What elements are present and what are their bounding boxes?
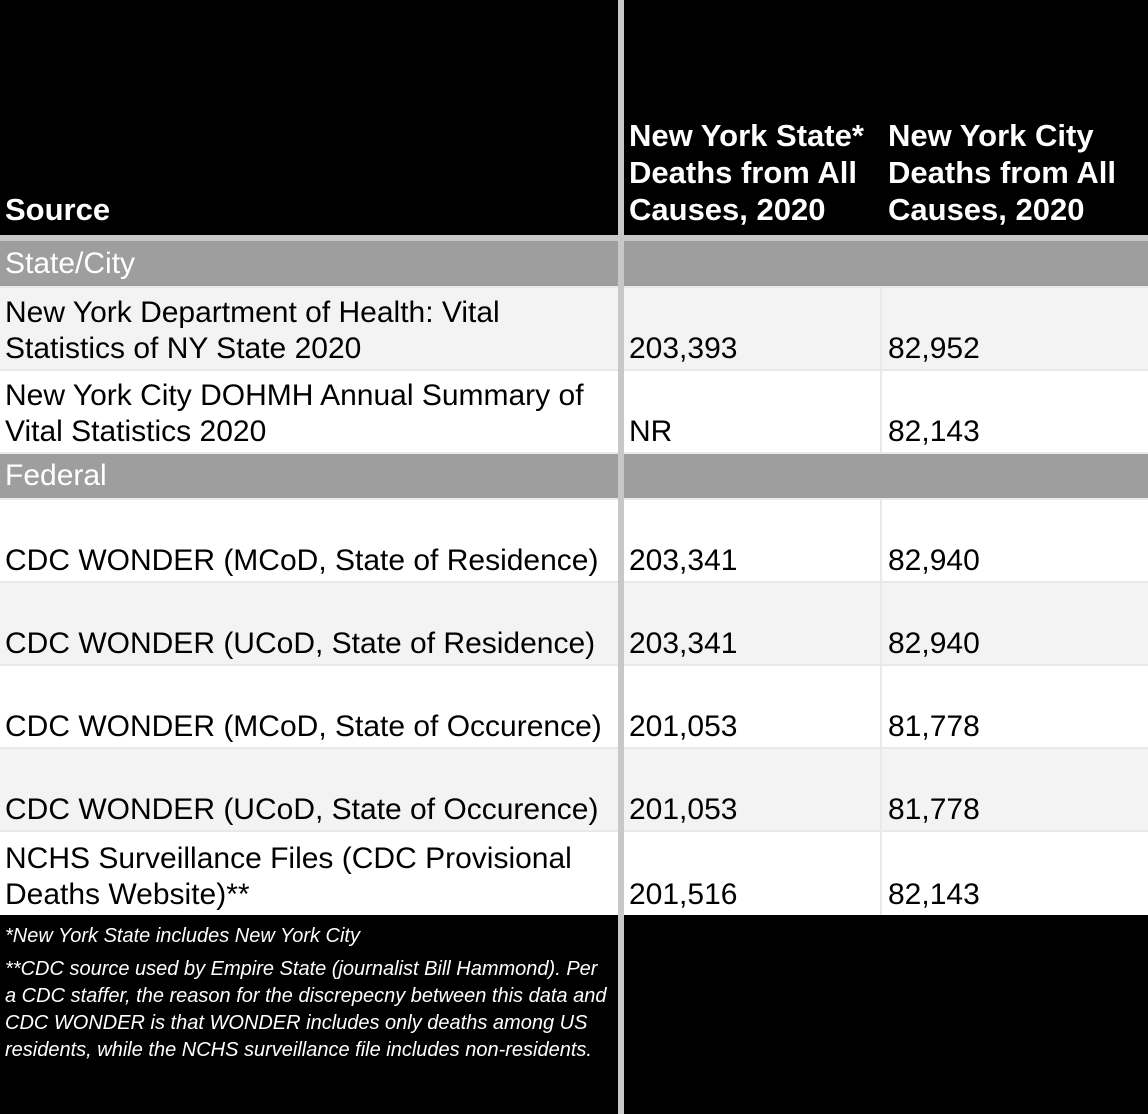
section-row-federal	[0, 454, 1148, 500]
source-cell[interactable]: CDC WONDER (UCoD, State of Residence)	[5, 627, 596, 660]
source-cell[interactable]: CDC WONDER (MCoD, State of Residence)	[5, 544, 599, 577]
table-row	[0, 583, 1148, 666]
city-deaths-cell[interactable]: 82,143	[888, 878, 980, 911]
header-city-deaths[interactable]: New York City Deaths from All Causes, 2020	[888, 118, 1116, 227]
header-row	[0, 0, 1148, 235]
section-empty-cell[interactable]	[624, 454, 880, 498]
source-cell[interactable]: NCHS Surveillance Files (CDC Provisional Deaths Website)**	[5, 842, 572, 911]
footnote-cdc-source: **CDC source used by Empire State (journalist Bill Hammond). Per a CDC staffer, the reason for the discrepecny between this data and CDC WONDER is that WONDER includes only deaths among US residents, while the NCHS surveillance file includes non-residents.	[5, 958, 607, 1061]
source-cell[interactable]: CDC WONDER (MCoD, State of Occurence)	[5, 710, 602, 743]
table-row	[0, 666, 1148, 749]
city-deaths-cell[interactable]: 82,940	[888, 544, 980, 577]
table-row	[0, 749, 1148, 832]
source-cell[interactable]: New York Department of Health: Vital Statistics of NY State 2020	[5, 296, 500, 365]
footnote-empty-cell[interactable]	[624, 915, 880, 1114]
header-state-deaths[interactable]: New York State* Deaths from All Causes, 2020	[629, 118, 864, 227]
state-deaths-cell[interactable]: 201,053	[629, 710, 738, 743]
city-deaths-cell[interactable]: 82,952	[888, 332, 980, 365]
footnote-empty-cell[interactable]	[882, 915, 1148, 1114]
frozen-column-divider[interactable]	[618, 0, 624, 1114]
section-empty-cell[interactable]	[624, 241, 880, 286]
state-deaths-cell[interactable]: 203,341	[629, 544, 738, 577]
table-row	[0, 832, 1148, 915]
section-label[interactable]: Federal	[5, 459, 107, 492]
table-row	[0, 288, 1148, 371]
footnote-row	[0, 915, 1148, 1114]
state-deaths-cell[interactable]: 201,053	[629, 793, 738, 826]
source-cell[interactable]: New York City DOHMH Annual Summary of Vital Statistics 2020	[5, 379, 584, 448]
footnote-cell[interactable]	[0, 915, 618, 1114]
section-empty-cell[interactable]	[882, 241, 1148, 286]
city-deaths-cell[interactable]: 81,778	[888, 710, 980, 743]
header-source[interactable]: Source	[5, 192, 111, 227]
state-deaths-cell[interactable]: NR	[629, 415, 673, 448]
state-deaths-cell[interactable]: 203,341	[629, 627, 738, 660]
section-empty-cell[interactable]	[882, 454, 1148, 498]
section-label[interactable]: State/City	[5, 246, 136, 280]
city-deaths-cell[interactable]: 82,143	[888, 415, 980, 448]
city-deaths-cell[interactable]: 82,940	[888, 627, 980, 660]
state-deaths-cell[interactable]: 203,393	[629, 332, 738, 365]
city-deaths-cell[interactable]: 81,778	[888, 793, 980, 826]
table-row	[0, 371, 1148, 454]
section-row-state-city	[0, 241, 1148, 288]
table-row	[0, 500, 1148, 583]
footnote-state-includes-city: *New York State includes New York City	[5, 925, 360, 947]
source-cell[interactable]: CDC WONDER (UCoD, State of Occurence)	[5, 793, 599, 826]
state-deaths-cell[interactable]: 201,516	[629, 878, 738, 911]
